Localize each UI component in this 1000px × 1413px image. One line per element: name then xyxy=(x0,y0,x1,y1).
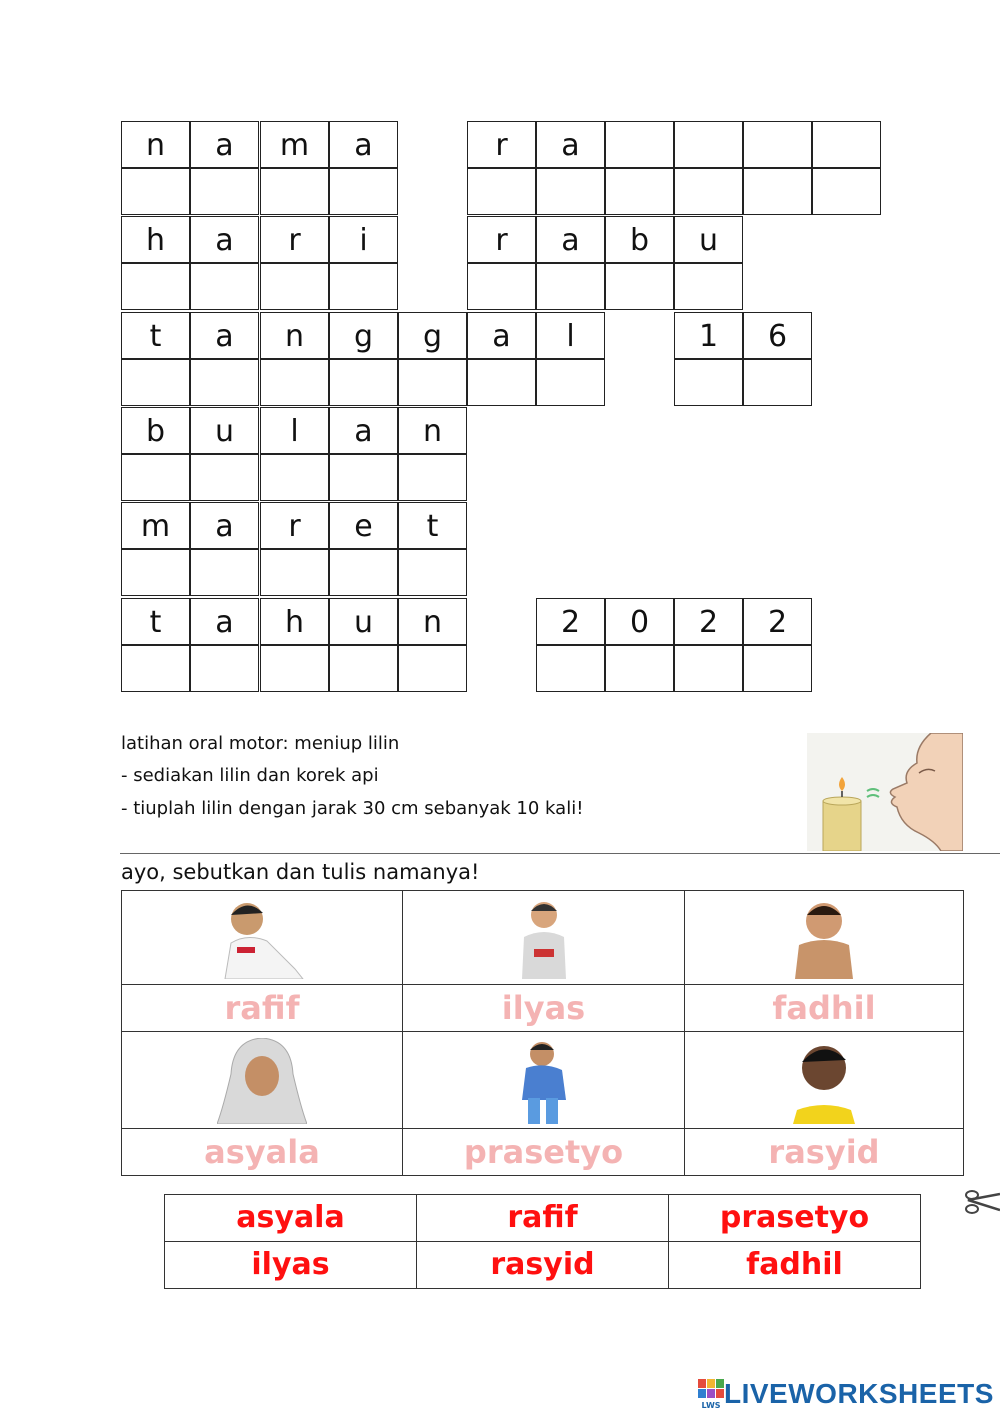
child-photo xyxy=(789,897,859,979)
letter-cell: g xyxy=(329,312,398,359)
answer-cell[interactable] xyxy=(605,168,674,215)
child-photo xyxy=(789,1038,859,1124)
candle-blowing-illustration xyxy=(807,733,963,851)
scissors-icon xyxy=(964,1188,1000,1220)
answer-cell[interactable] xyxy=(398,454,467,501)
answer-cell[interactable] xyxy=(743,645,812,692)
letter-cell: a xyxy=(467,312,536,359)
answer-cell[interactable] xyxy=(536,359,605,406)
letter-cell: a xyxy=(190,121,259,168)
photo-cell xyxy=(684,890,964,985)
word-bank-item[interactable]: asyala xyxy=(164,1194,417,1242)
instruction-title: latihan oral motor: meniup lilin xyxy=(121,733,400,754)
letter-cell: 2 xyxy=(536,598,605,645)
letter-cell xyxy=(812,121,881,168)
child-photo xyxy=(217,897,307,979)
letter-cell: n xyxy=(398,598,467,645)
answer-cell[interactable] xyxy=(121,263,190,310)
answer-cell[interactable] xyxy=(398,645,467,692)
answer-cell[interactable] xyxy=(121,168,190,215)
answer-cell[interactable] xyxy=(467,359,536,406)
answer-cell[interactable] xyxy=(190,359,259,406)
child-photo xyxy=(516,1038,572,1124)
answer-cell[interactable] xyxy=(398,359,467,406)
answer-cell[interactable] xyxy=(398,549,467,596)
letter-cell: 2 xyxy=(743,598,812,645)
section-heading: ayo, sebutkan dan tulis namanya! xyxy=(121,860,480,884)
letter-cell: e xyxy=(329,502,398,549)
section-divider xyxy=(120,853,1000,854)
answer-cell[interactable] xyxy=(190,645,259,692)
word-bank-item[interactable]: rafif xyxy=(416,1194,669,1242)
letter-cell: g xyxy=(398,312,467,359)
answer-cell[interactable] xyxy=(467,263,536,310)
photo-cell xyxy=(121,1031,403,1129)
svg-text:LWS: LWS xyxy=(701,1401,721,1409)
letter-cell: t xyxy=(121,312,190,359)
answer-cell[interactable] xyxy=(329,549,398,596)
answer-cell[interactable] xyxy=(190,454,259,501)
letter-cell: 1 xyxy=(674,312,743,359)
answer-cell[interactable] xyxy=(329,645,398,692)
letter-cell: a xyxy=(536,216,605,263)
letter-cell: i xyxy=(329,216,398,263)
word-bank-item[interactable]: prasetyo xyxy=(668,1194,921,1242)
letter-cell: b xyxy=(121,407,190,454)
letter-cell: t xyxy=(121,598,190,645)
answer-cell[interactable] xyxy=(674,168,743,215)
photo-cell xyxy=(684,1031,964,1129)
answer-cell[interactable] xyxy=(743,168,812,215)
name-label: rafif xyxy=(121,984,403,1032)
letter-cell: r xyxy=(467,121,536,168)
letter-cell: h xyxy=(121,216,190,263)
letter-cell: m xyxy=(260,121,329,168)
letter-cell xyxy=(743,121,812,168)
letter-cell: 0 xyxy=(605,598,674,645)
answer-cell[interactable] xyxy=(190,549,259,596)
answer-cell[interactable] xyxy=(674,263,743,310)
answer-cell[interactable] xyxy=(674,359,743,406)
word-bank-item[interactable]: rasyid xyxy=(416,1241,669,1289)
answer-cell[interactable] xyxy=(605,263,674,310)
answer-cell[interactable] xyxy=(329,359,398,406)
answer-cell[interactable] xyxy=(121,359,190,406)
instruction-step-2: - tiuplah lilin dengan jarak 30 cm sebanyak 10 kali! xyxy=(121,798,584,819)
name-label: prasetyo xyxy=(402,1128,685,1176)
logo-mark-icon xyxy=(698,1379,724,1409)
name-label: asyala xyxy=(121,1128,403,1176)
letter-cell: a xyxy=(329,407,398,454)
photo-cell xyxy=(402,890,685,985)
name-label: ilyas xyxy=(402,984,685,1032)
answer-cell[interactable] xyxy=(329,263,398,310)
name-label: rasyid xyxy=(684,1128,964,1176)
answer-cell[interactable] xyxy=(536,168,605,215)
letter-cell: 2 xyxy=(674,598,743,645)
answer-cell[interactable] xyxy=(190,263,259,310)
answer-cell[interactable] xyxy=(121,549,190,596)
letter-cell: a xyxy=(190,216,259,263)
photo-cell xyxy=(121,890,403,985)
letter-cell: n xyxy=(121,121,190,168)
name-label: fadhil xyxy=(684,984,964,1032)
letter-cell: h xyxy=(260,598,329,645)
letter-cell: a xyxy=(190,502,259,549)
letter-cell xyxy=(674,121,743,168)
answer-cell[interactable] xyxy=(743,359,812,406)
photo-cell xyxy=(402,1031,685,1129)
instruction-step-1: - sediakan lilin dan korek api xyxy=(121,765,379,786)
liveworksheets-logo xyxy=(698,1378,994,1410)
letter-cell: n xyxy=(260,312,329,359)
answer-cell[interactable] xyxy=(260,168,329,215)
letter-cell: u xyxy=(329,598,398,645)
child-photo xyxy=(217,1038,307,1124)
answer-cell[interactable] xyxy=(467,168,536,215)
letter-cell: l xyxy=(536,312,605,359)
answer-cell[interactable] xyxy=(812,168,881,215)
photo-name-table xyxy=(121,890,964,1176)
word-bank-item[interactable]: fadhil xyxy=(668,1241,921,1289)
letter-cell: t xyxy=(398,502,467,549)
answer-cell[interactable] xyxy=(329,168,398,215)
letter-cell: a xyxy=(536,121,605,168)
word-bank-item[interactable]: ilyas xyxy=(164,1241,417,1289)
letter-cell: n xyxy=(398,407,467,454)
answer-cell[interactable] xyxy=(605,645,674,692)
letter-cell: l xyxy=(260,407,329,454)
letter-cell xyxy=(605,121,674,168)
answer-cell[interactable] xyxy=(260,454,329,501)
letter-cell: 6 xyxy=(743,312,812,359)
child-photo xyxy=(514,897,574,979)
letter-cell: a xyxy=(190,598,259,645)
answer-cell[interactable] xyxy=(329,454,398,501)
answer-cell[interactable] xyxy=(121,454,190,501)
letter-cell: u xyxy=(190,407,259,454)
answer-cell[interactable] xyxy=(190,168,259,215)
answer-cell[interactable] xyxy=(121,645,190,692)
answer-cell[interactable] xyxy=(260,645,329,692)
logo-text: LIVEWORKSHEETS xyxy=(724,1378,994,1409)
letter-cell: u xyxy=(674,216,743,263)
answer-cell[interactable] xyxy=(260,263,329,310)
letter-cell: a xyxy=(329,121,398,168)
letter-cell: a xyxy=(190,312,259,359)
answer-cell[interactable] xyxy=(536,263,605,310)
answer-cell[interactable] xyxy=(260,549,329,596)
letter-cell: r xyxy=(260,502,329,549)
answer-cell[interactable] xyxy=(536,645,605,692)
letter-cell: r xyxy=(467,216,536,263)
letter-cell: r xyxy=(260,216,329,263)
letter-cell: m xyxy=(121,502,190,549)
answer-cell[interactable] xyxy=(674,645,743,692)
letter-cell: b xyxy=(605,216,674,263)
answer-cell[interactable] xyxy=(260,359,329,406)
